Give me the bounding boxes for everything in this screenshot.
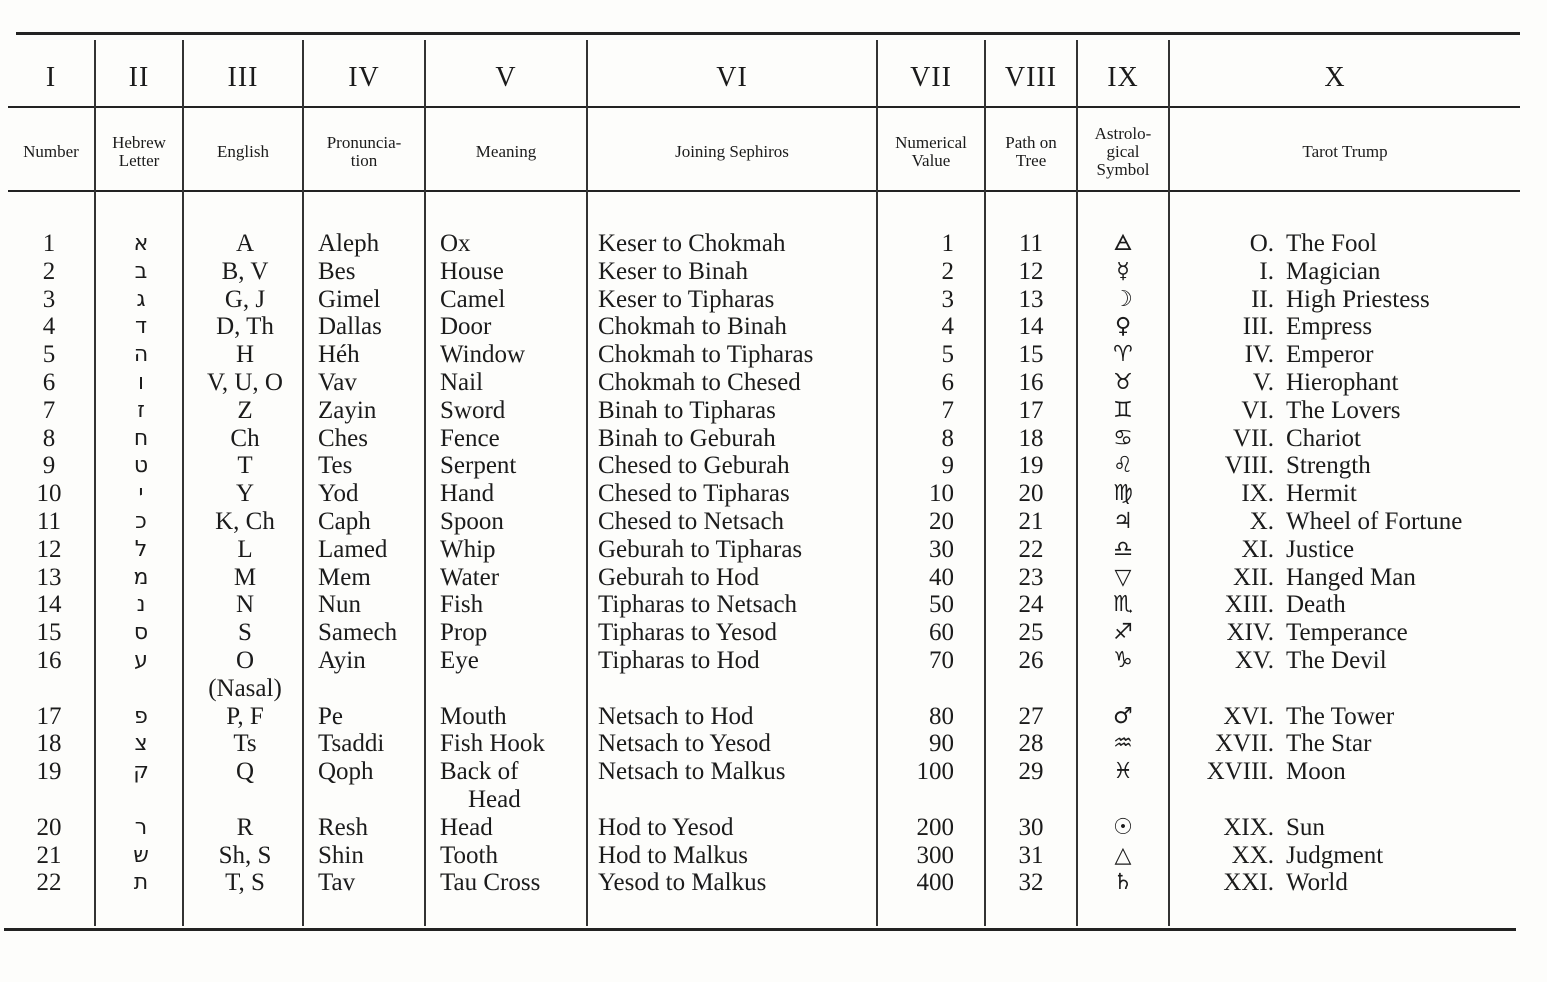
numerical-value: 7	[941, 396, 954, 424]
hebrew-letter: ב	[134, 258, 148, 284]
path-on-tree: 16	[1018, 369, 1044, 396]
english-equivalent: Z	[237, 396, 253, 424]
path-on-tree: 31	[1018, 841, 1044, 869]
path-on-tree: 27	[1018, 702, 1044, 730]
numerical-value: 90	[929, 730, 954, 758]
roman-rule	[8, 106, 1520, 108]
astrological-symbol: 🜁	[1113, 231, 1133, 256]
meaning: Ox	[440, 230, 471, 257]
tarot-numeral: XII.	[1233, 563, 1274, 591]
joining-sephiros: Keser to Binah	[598, 257, 748, 285]
tarot-numeral: XVIII.	[1206, 758, 1274, 786]
hebrew-letter: א	[133, 231, 149, 256]
tarot-numeral: XI.	[1241, 535, 1274, 563]
path-on-tree: 15	[1018, 341, 1044, 369]
column-header-number: Number	[23, 142, 79, 161]
meaning: Camel	[440, 285, 506, 313]
hebrew-letter: ז	[137, 397, 145, 423]
table-row	[0, 564, 1547, 592]
meaning: Serpent	[440, 452, 517, 480]
astrological-symbol: ♈	[1113, 342, 1133, 368]
numerical-value: 4	[941, 313, 954, 341]
column-roman-numeral: III	[227, 62, 259, 93]
tarot-name: High Priestess	[1286, 285, 1430, 313]
column-header-tarot-trump: Tarot Trump	[1302, 142, 1388, 161]
table-row	[0, 703, 1547, 731]
tarot-numeral: XIII.	[1224, 591, 1274, 619]
hebrew-letter: ד	[134, 314, 147, 340]
astrological-symbol: ♌	[1113, 453, 1133, 479]
row-number: 1	[42, 230, 56, 257]
hebrew-letter: ה	[133, 342, 149, 368]
joining-sephiros: Netsach to Hod	[598, 702, 754, 730]
pronunciation: Caph	[318, 508, 371, 535]
joining-sephiros: Netsach to Yesod	[598, 730, 771, 758]
english-equivalent: V, U, O	[207, 369, 283, 396]
pronunciation: Dallas	[318, 313, 382, 341]
table-row	[0, 730, 1547, 758]
table-row	[0, 369, 1547, 397]
numerical-value: 80	[929, 702, 954, 730]
hebrew-letter: נ	[136, 592, 146, 618]
row-number: 16	[36, 647, 62, 674]
column-header-astrological-symbol: Astrolo- gical Symbol	[1094, 124, 1152, 179]
row-number: 15	[36, 619, 62, 647]
column-header-english: English	[217, 142, 269, 161]
astrological-symbol: ♊	[1113, 397, 1133, 423]
row-number: 3	[42, 285, 56, 313]
column-roman-numeral: I	[45, 62, 57, 93]
row-number: 17	[36, 702, 62, 730]
astrological-symbol: ♎	[1113, 536, 1133, 562]
tarot-name: Temperance	[1286, 619, 1408, 647]
numerical-value: 3	[941, 285, 954, 313]
pronunciation: Lamed	[318, 535, 388, 563]
numerical-value: 5	[941, 341, 954, 369]
header-rule	[8, 190, 1520, 192]
joining-sephiros: Geburah to Hod	[598, 563, 760, 591]
tarot-name: Strength	[1286, 452, 1371, 480]
hebrew-letter: י	[138, 481, 144, 507]
pronunciation: Shin	[318, 841, 364, 869]
path-on-tree: 26	[1018, 647, 1044, 674]
numerical-value: 300	[916, 841, 954, 869]
joining-sephiros: Netsach to Malkus	[598, 758, 786, 786]
meaning: Hand	[440, 480, 495, 508]
pronunciation: Qoph	[318, 758, 374, 786]
hebrew-letter: מ	[133, 564, 149, 590]
numerical-value: 50	[929, 591, 954, 619]
column-header-hebrew-letter: Hebrew Letter	[112, 133, 166, 170]
numerical-value: 2	[941, 257, 954, 285]
row-number: 11	[36, 508, 62, 535]
hebrew-letter: ת	[133, 870, 149, 896]
astrological-symbol: ☉	[1113, 814, 1133, 840]
meaning: Whip	[440, 535, 496, 563]
english-equivalent: S	[238, 619, 252, 647]
english-equivalent: Sh, S	[218, 841, 272, 869]
joining-sephiros: Tipharas to Netsach	[598, 591, 798, 619]
numerical-value: 1	[941, 230, 954, 257]
hebrew-letter: ס	[133, 620, 149, 646]
english-equivalent: P, F	[226, 702, 264, 730]
table-row	[0, 397, 1547, 425]
pronunciation: Héh	[318, 341, 360, 369]
row-number: 8	[42, 424, 56, 452]
table-row	[0, 425, 1547, 453]
path-on-tree: 21	[1018, 508, 1044, 535]
joining-sephiros: Keser to Tipharas	[598, 285, 775, 313]
joining-sephiros: Tipharas to Hod	[598, 647, 760, 674]
column-header-numerical-value: Numerical Value	[895, 133, 967, 170]
joining-sephiros: Chesed to Geburah	[598, 452, 790, 480]
joining-sephiros: Binah to Geburah	[598, 424, 776, 452]
astrological-symbol: ♋	[1113, 425, 1133, 451]
meaning: Fish	[440, 591, 484, 619]
numerical-value: 20	[929, 508, 954, 535]
joining-sephiros: Binah to Tipharas	[598, 396, 776, 424]
path-on-tree: 20	[1018, 480, 1044, 508]
english-equivalent: Y	[235, 480, 255, 508]
hebrew-letter: ו	[138, 370, 144, 395]
hebrew-letter: ק	[133, 759, 149, 785]
column-roman-numeral: V	[495, 62, 517, 93]
english-equivalent: M	[233, 563, 257, 591]
tarot-numeral: IX.	[1241, 480, 1274, 508]
tarot-name: The Lovers	[1286, 396, 1401, 424]
tarot-numeral: XVI.	[1223, 702, 1274, 730]
joining-sephiros: Chokmah to Binah	[598, 313, 787, 341]
column-header-meaning: Meaning	[475, 142, 537, 161]
astrological-symbol: ☽	[1113, 286, 1133, 312]
numerical-value: 60	[929, 619, 954, 647]
meaning-continuation: Head	[468, 785, 521, 813]
astrological-symbol: ♏	[1113, 592, 1133, 618]
tarot-name: Hanged Man	[1286, 563, 1416, 591]
path-on-tree: 25	[1018, 619, 1044, 647]
numerical-value: 10	[929, 480, 954, 508]
table-row	[0, 591, 1547, 619]
english-equivalent: Ch	[230, 424, 260, 452]
english-equivalent: Q	[235, 758, 255, 786]
row-number: 2	[42, 257, 56, 285]
joining-sephiros: Keser to Chokmah	[598, 230, 786, 257]
hebrew-letter: כ	[135, 509, 147, 534]
pronunciation: Resh	[318, 813, 368, 841]
meaning: Back of	[440, 758, 519, 786]
tarot-name: Emperor	[1286, 341, 1374, 369]
tarot-name: The Devil	[1286, 647, 1387, 674]
joining-sephiros: Chokmah to Tipharas	[598, 341, 814, 369]
tarot-numeral: VI.	[1241, 396, 1274, 424]
numerical-value: 8	[941, 424, 954, 452]
tarot-numeral: VIII.	[1224, 452, 1274, 480]
tarot-numeral: XIV.	[1226, 619, 1274, 647]
row-number: 10	[36, 480, 62, 508]
pronunciation: Tsaddi	[318, 730, 385, 758]
tarot-numeral: X.	[1249, 508, 1274, 535]
joining-sephiros: Geburah to Tipharas	[598, 535, 803, 563]
table-row	[0, 842, 1547, 870]
joining-sephiros: Chesed to Tipharas	[598, 480, 790, 508]
joining-sephiros: Hod to Malkus	[598, 841, 748, 869]
path-on-tree: 17	[1018, 396, 1044, 424]
astrological-symbol: ♄	[1113, 870, 1133, 896]
joining-sephiros: Hod to Yesod	[598, 813, 734, 841]
meaning: Mouth	[440, 702, 507, 730]
path-on-tree: 23	[1018, 563, 1044, 591]
tarot-numeral: IV.	[1244, 341, 1274, 369]
tarot-name: Wheel of Fortune	[1286, 508, 1463, 535]
pronunciation: Yod	[318, 480, 359, 508]
column-header-pronunciation: Pronuncia- tion	[326, 133, 402, 170]
english-equivalent: B, V	[221, 257, 269, 285]
meaning: Eye	[440, 647, 479, 674]
row-number: 19	[36, 758, 62, 786]
row-number: 14	[36, 591, 62, 619]
top-rule	[16, 32, 1520, 35]
row-number: 21	[36, 841, 62, 869]
meaning: Window	[440, 341, 526, 369]
meaning: Tau Cross	[440, 869, 541, 897]
astrological-symbol: ♒	[1113, 731, 1133, 757]
english-equivalent: G, J	[224, 285, 266, 313]
hebrew-letter: ח	[133, 425, 149, 451]
numerical-value: 200	[916, 813, 954, 841]
tarot-numeral: XVII.	[1214, 730, 1274, 758]
row-number: 20	[36, 813, 62, 841]
tarot-name: The Tower	[1286, 702, 1395, 730]
astrological-symbol: ♀	[1114, 314, 1132, 340]
meaning: Door	[440, 313, 492, 341]
meaning: Fence	[440, 424, 500, 452]
numerical-value: 40	[929, 563, 954, 591]
path-on-tree: 22	[1018, 535, 1044, 563]
pronunciation: Gimel	[318, 285, 381, 313]
tarot-name: Hermit	[1286, 480, 1357, 508]
tarot-name: Empress	[1286, 313, 1373, 341]
row-number: 22	[36, 869, 62, 897]
joining-sephiros: Yesod to Malkus	[598, 869, 767, 897]
english-equivalent: H	[235, 341, 255, 369]
pronunciation: Tav	[318, 869, 356, 897]
pronunciation: Samech	[318, 619, 398, 647]
meaning: Water	[440, 563, 500, 591]
english-equivalent: O	[235, 647, 255, 674]
tarot-numeral: V.	[1252, 369, 1274, 396]
astrological-symbol: ♃	[1113, 509, 1133, 534]
pronunciation: Tes	[318, 452, 353, 480]
astrological-symbol: ♂	[1113, 703, 1133, 729]
column-header-path-on-tree: Path on Tree	[1005, 133, 1057, 170]
tarot-name: Chariot	[1286, 424, 1361, 452]
astrological-symbol: ♓	[1113, 759, 1133, 785]
pronunciation: Mem	[318, 563, 371, 591]
table-row	[0, 758, 1547, 813]
row-number: 12	[36, 535, 62, 563]
column-roman-numeral: X	[1324, 62, 1346, 93]
meaning: Prop	[440, 619, 488, 647]
astrological-symbol: ♉	[1113, 370, 1133, 395]
hebrew-letter: ע	[134, 648, 148, 673]
english-equivalent: T, S	[225, 869, 265, 897]
english-equivalent: R	[236, 813, 254, 841]
table-row	[0, 869, 1547, 897]
pronunciation: Aleph	[318, 230, 380, 257]
tarot-name: Hierophant	[1286, 369, 1399, 396]
tarot-numeral: III.	[1242, 313, 1274, 341]
astrological-symbol: ♍	[1113, 481, 1133, 507]
tarot-numeral: XIX.	[1223, 813, 1274, 841]
table-row	[0, 619, 1547, 647]
numerical-value: 400	[916, 869, 954, 897]
table-row	[0, 480, 1547, 508]
tarot-numeral: XV.	[1234, 647, 1274, 674]
tarot-name: Magician	[1286, 257, 1381, 285]
table-row	[0, 508, 1547, 536]
column-roman-numeral: II	[128, 62, 150, 93]
path-on-tree: 28	[1018, 730, 1044, 758]
table-row	[0, 452, 1547, 480]
numerical-value: 9	[941, 452, 954, 480]
joining-sephiros: Tipharas to Yesod	[598, 619, 777, 647]
joining-sephiros: Chesed to Netsach	[598, 508, 785, 535]
english-equivalent: A	[235, 230, 255, 257]
path-on-tree: 14	[1018, 313, 1044, 341]
astrological-symbol: ♐	[1113, 620, 1133, 646]
row-number: 7	[42, 396, 56, 424]
pronunciation: Bes	[318, 257, 356, 285]
english-note: (Nasal)	[208, 674, 282, 702]
meaning: Head	[440, 813, 493, 841]
path-on-tree: 19	[1018, 452, 1044, 480]
table-row	[0, 536, 1547, 564]
table-row	[0, 647, 1547, 702]
meaning: House	[440, 257, 504, 285]
numerical-value: 6	[941, 369, 954, 396]
numerical-value: 30	[929, 535, 954, 563]
hebrew-letter: ש	[133, 842, 149, 868]
hebrew-letter: ל	[134, 536, 148, 562]
column-roman-numeral: VI	[716, 62, 748, 93]
pronunciation: Nun	[318, 591, 362, 619]
tarot-name: Sun	[1286, 813, 1325, 841]
tarot-name: World	[1286, 869, 1348, 897]
row-number: 5	[42, 341, 56, 369]
pronunciation: Vav	[318, 369, 357, 396]
row-number: 4	[42, 313, 56, 341]
pronunciation: Ayin	[318, 647, 366, 674]
tarot-numeral: VII.	[1233, 424, 1274, 452]
meaning: Sword	[440, 396, 506, 424]
path-on-tree: 12	[1018, 257, 1044, 285]
tarot-name: Justice	[1286, 535, 1355, 563]
joining-sephiros: Chokmah to Chesed	[598, 369, 801, 396]
tarot-numeral: XX.	[1231, 841, 1274, 869]
row-number: 6	[42, 369, 56, 396]
bottom-rule	[4, 928, 1516, 931]
pronunciation: Ches	[318, 424, 368, 452]
table-row	[0, 230, 1547, 258]
astrological-symbol: ☿	[1116, 258, 1130, 284]
numerical-value: 70	[929, 647, 954, 674]
hebrew-letter: ר	[134, 814, 148, 840]
column-header-joining-sephiros: Joining Sephiros	[675, 142, 789, 161]
english-equivalent: D, Th	[216, 313, 274, 341]
table-row	[0, 313, 1547, 341]
path-on-tree: 18	[1018, 424, 1044, 452]
table-row	[0, 258, 1547, 286]
astrological-symbol: ▽	[1114, 564, 1132, 590]
path-on-tree: 11	[1018, 230, 1044, 257]
table-row	[0, 286, 1547, 314]
english-equivalent: N	[235, 591, 255, 619]
english-equivalent: K, Ch	[215, 508, 275, 535]
path-on-tree: 30	[1018, 813, 1044, 841]
path-on-tree: 29	[1018, 758, 1044, 786]
meaning: Nail	[440, 369, 484, 396]
row-number: 13	[36, 563, 62, 591]
table-row	[0, 341, 1547, 369]
english-equivalent: Ts	[233, 730, 257, 758]
row-number: 9	[42, 452, 56, 480]
tarot-numeral: O.	[1249, 230, 1274, 257]
path-on-tree: 32	[1018, 869, 1044, 897]
column-roman-numeral: VII	[910, 62, 952, 93]
column-roman-numeral: VIII	[1004, 62, 1058, 93]
english-equivalent: L	[237, 535, 253, 563]
tarot-name: The Fool	[1286, 230, 1377, 257]
tarot-name: Moon	[1286, 758, 1346, 786]
path-on-tree: 13	[1018, 285, 1044, 313]
tarot-numeral: I.	[1259, 257, 1274, 285]
column-roman-numeral: IX	[1107, 62, 1139, 93]
meaning: Fish Hook	[440, 730, 545, 758]
numerical-value: 100	[916, 758, 954, 786]
tarot-name: Death	[1286, 591, 1346, 619]
astrological-symbol: ♑	[1113, 648, 1133, 673]
path-on-tree: 24	[1018, 591, 1044, 619]
meaning: Tooth	[440, 841, 498, 869]
astrological-symbol: △	[1114, 842, 1132, 868]
hebrew-letter: פ	[134, 703, 148, 729]
pronunciation: Zayin	[318, 396, 377, 424]
tarot-numeral: II.	[1251, 285, 1274, 313]
meaning: Spoon	[440, 508, 504, 535]
tarot-name: The Star	[1286, 730, 1372, 758]
tarot-numeral: XXI.	[1223, 869, 1274, 897]
hebrew-letter: ג	[136, 286, 146, 312]
hebrew-letter: ט	[133, 453, 149, 479]
column-roman-numeral: IV	[348, 62, 380, 93]
pronunciation: Pe	[318, 702, 343, 730]
tarot-name: Judgment	[1286, 841, 1384, 869]
english-equivalent: T	[237, 452, 253, 480]
table-row	[0, 814, 1547, 842]
row-number: 18	[36, 730, 62, 758]
hebrew-letter: צ	[134, 731, 148, 757]
